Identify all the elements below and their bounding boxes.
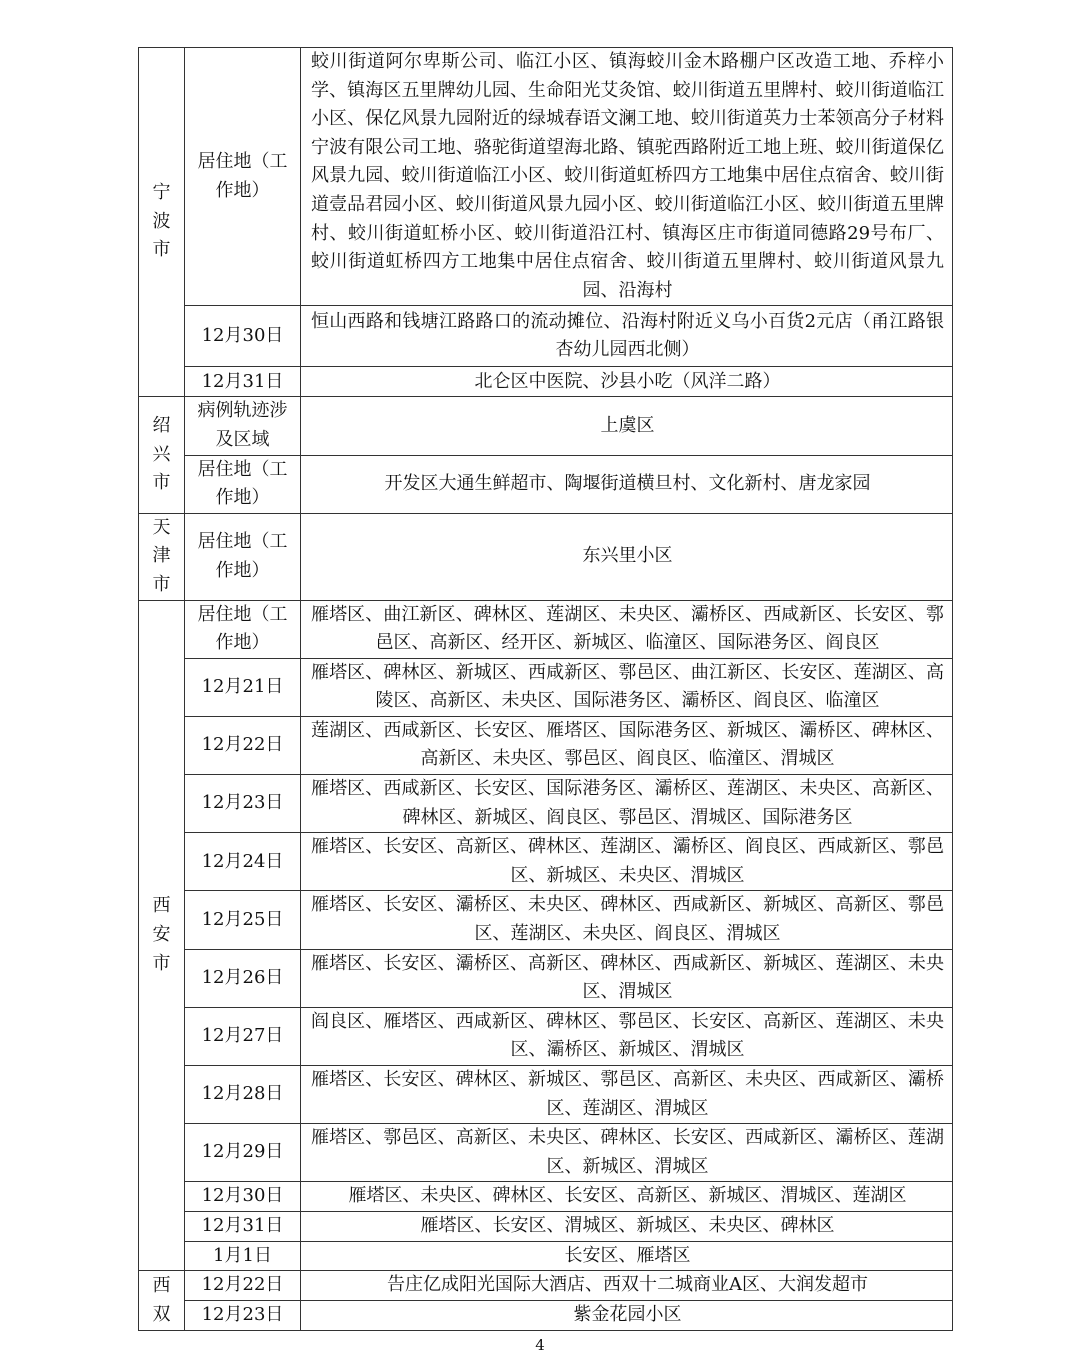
table-row <box>139 1124 953 1182</box>
time-cell: 12月28日 <box>185 1066 301 1124</box>
time-cell: 12月29日 <box>185 1124 301 1182</box>
places-cell: 东兴里小区 <box>301 513 953 600</box>
table-row <box>139 1301 953 1331</box>
time-cell: 居住地（工作地） <box>185 455 301 513</box>
time-cell: 12月21日 <box>185 658 301 716</box>
table-row <box>139 1241 953 1271</box>
page-number: 4 <box>535 1336 545 1354</box>
time-cell: 12月22日 <box>185 1271 301 1301</box>
places-cell: 开发区大通生鲜超市、陶堰街道横旦村、文化新村、唐龙家园 <box>301 455 953 513</box>
places-cell: 长安区、雁塔区 <box>301 1241 953 1271</box>
time-cell: 12月24日 <box>185 833 301 891</box>
places-cell: 雁塔区、长安区、碑林区、新城区、鄠邑区、高新区、未央区、西咸新区、灞桥区、莲湖区、渭城区 <box>301 1066 953 1124</box>
places-cell: 雁塔区、长安区、灞桥区、高新区、碑林区、西咸新区、新城区、莲湖区、未央区、渭城区 <box>301 949 953 1007</box>
places-cell: 雁塔区、碑林区、新城区、西咸新区、鄠邑区、曲江新区、长安区、莲湖区、高陵区、高新区、未央区、国际港务区、灞桥区、阎良区、临潼区 <box>301 658 953 716</box>
table-row <box>139 891 953 949</box>
time-cell: 居住地（工作地） <box>185 48 301 306</box>
places-cell: 雁塔区、西咸新区、长安区、国际港务区、灞桥区、莲湖区、未央区、高新区、碑林区、新城区、阎良区、鄠邑区、渭城区、国际港务区 <box>301 775 953 833</box>
places-cell: 雁塔区、曲江新区、碑林区、莲湖区、未央区、灞桥区、西咸新区、长安区、鄠邑区、高新区、经开区、新城区、临潼区、国际港务区、阎良区 <box>301 600 953 658</box>
time-cell: 12月27日 <box>185 1007 301 1065</box>
table-row <box>139 949 953 1007</box>
table-row <box>139 1182 953 1212</box>
table-row <box>139 1007 953 1065</box>
table-row <box>139 716 953 774</box>
time-cell: 12月30日 <box>185 306 301 367</box>
table-row <box>139 455 953 513</box>
table-row <box>139 48 953 306</box>
city-cell <box>139 1271 185 1331</box>
time-cell: 12月31日 <box>185 367 301 397</box>
trajectory-table <box>138 47 953 1331</box>
time-cell: 12月31日 <box>185 1211 301 1241</box>
time-cell: 1月1日 <box>185 1241 301 1271</box>
city-name: 绍兴市 <box>152 415 171 494</box>
time-cell: 12月30日 <box>185 1182 301 1212</box>
time-cell: 12月25日 <box>185 891 301 949</box>
time-cell: 12月23日 <box>185 1301 301 1331</box>
places-cell: 莲湖区、西咸新区、长安区、雁塔区、国际港务区、新城区、灞桥区、碑林区、高新区、未央区、鄠邑区、阎良区、临潼区、渭城区 <box>301 716 953 774</box>
time-cell: 12月23日 <box>185 775 301 833</box>
time-cell: 12月22日 <box>185 716 301 774</box>
city-cell <box>139 48 185 397</box>
table-row <box>139 397 953 455</box>
table-row <box>139 658 953 716</box>
city-cell <box>139 600 185 1271</box>
table-row <box>139 775 953 833</box>
table-row <box>139 833 953 891</box>
table-row <box>139 600 953 658</box>
table-row <box>139 1271 953 1301</box>
table-row <box>139 306 953 367</box>
places-cell: 雁塔区、长安区、渭城区、新城区、未央区、碑林区 <box>301 1211 953 1241</box>
table-row <box>139 1211 953 1241</box>
places-cell: 蛟川街道阿尔卑斯公司、临江小区、镇海蛟川金木路棚户区改造工地、乔梓小学、镇海区五里牌幼儿园、生命阳光艾灸馆、蛟川街道五里牌村、蛟川街道临江小区、保亿风景九园附近的绿城春语文澜工地、蛟川街道英力士苯领高分子材料宁波有限公司工地、骆驼街道望海北路、镇驼西路附近工地上班、蛟川街道保亿风景九园、蛟川街道临江小区、蛟川街道虹桥四方工地集中居住点宿舍、蛟川街道壹品君园小区、蛟川街道风景九园小区、蛟川街道临江小区、蛟川街道五里牌村、蛟川街道虹桥小区、蛟川街道沿江村、镇海区庄市街道同德路29号布厂、蛟川街道虹桥四方工地集中居住点宿舍、蛟川街道五里牌村、蛟川街道风景九园、沿海村 <box>301 48 953 306</box>
city-name: 宁波市 <box>152 182 171 261</box>
time-cell: 12月26日 <box>185 949 301 1007</box>
places-cell: 阎良区、雁塔区、西咸新区、碑林区、鄠邑区、长安区、高新区、莲湖区、未央区、灞桥区、新城区、渭城区 <box>301 1007 953 1065</box>
places-cell: 雁塔区、长安区、灞桥区、未央区、碑林区、西咸新区、新城区、高新区、鄠邑区、莲湖区、未央区、阎良区、渭城区 <box>301 891 953 949</box>
time-cell: 病例轨迹涉及区域 <box>185 397 301 455</box>
places-cell: 上虞区 <box>301 397 953 455</box>
time-cell: 居住地（工作地） <box>185 600 301 658</box>
places-cell: 雁塔区、鄠邑区、高新区、未央区、碑林区、长安区、西咸新区、灞桥区、莲湖区、新城区、渭城区 <box>301 1124 953 1182</box>
places-cell: 北仑区中医院、沙县小吃（风洋二路） <box>301 367 953 397</box>
city-cell <box>139 513 185 600</box>
places-cell: 雁塔区、未央区、碑林区、长安区、高新区、新城区、渭城区、莲湖区 <box>301 1182 953 1212</box>
city-name: 西安市 <box>152 895 171 974</box>
places-cell: 紫金花园小区 <box>301 1301 953 1331</box>
table-row <box>139 1066 953 1124</box>
places-cell: 雁塔区、长安区、高新区、碑林区、莲湖区、灞桥区、阎良区、西咸新区、鄠邑区、新城区、未央区、渭城区 <box>301 833 953 891</box>
places-cell: 告庄亿成阳光国际大酒店、西双十二城商业A区、大润发超市 <box>301 1271 953 1301</box>
city-name: 西双 <box>152 1275 171 1325</box>
table-row <box>139 513 953 600</box>
table-row <box>139 367 953 397</box>
places-cell: 恒山西路和钱塘江路路口的流动摊位、沿海村附近义乌小百货2元店（甬江路银杏幼儿园西北侧） <box>301 306 953 367</box>
time-cell: 居住地（工作地） <box>185 513 301 600</box>
city-cell <box>139 397 185 513</box>
city-name: 天津市 <box>152 516 171 595</box>
